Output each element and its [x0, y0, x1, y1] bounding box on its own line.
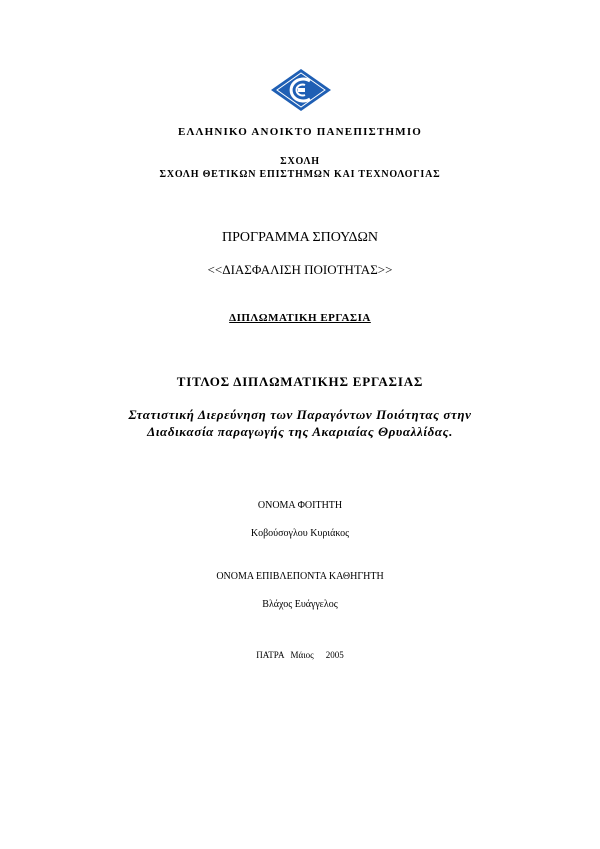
student-label: ΟΝΟΜΑ ΦΟΙΤΗΤΗ — [257, 500, 343, 511]
supervisor-name: Βλάχος Ευάγγελος — [262, 599, 338, 610]
program-name: <<ΔΙΑΣΦΑΛΙΣΗ ΠΟΙΟΤΗΤΑΣ>> — [207, 262, 393, 277]
thesis-title-line-1: Στατιστική Διερεύνηση των Παραγόντων Ποιότητας στην — [128, 407, 472, 422]
school-name: ΣΧΟΛΗ ΘΕΤΙΚΩΝ ΕΠΙΣΤΗΜΩΝ ΚΑΙ ΤΕΧΝΟΛΟΓΙΑΣ — [159, 169, 441, 180]
university-name: ΕΛΛΗΝΙΚΟ ΑΝΟΙΚΤΟ ΠΑΝΕΠΙΣΤΗΜΙΟ — [177, 126, 423, 138]
place-city: ΠΑΤΡΑ — [256, 650, 285, 660]
school-label: ΣΧΟΛΗ — [280, 156, 320, 167]
supervisor-label: ΟΝΟΜΑ ΕΠΙΒΛΕΠΟΝΤΑ ΚΑΘΗΓΗΤΗ — [216, 571, 384, 582]
date-month: Μάιος — [290, 650, 314, 660]
university-logo-icon — [270, 68, 332, 112]
thesis-title-line-2: Διαδικασία παραγωγής της Ακαριαίας Θρυαλλίδας. — [147, 424, 453, 439]
date-year: 2005 — [325, 650, 344, 660]
thesis-label: ΔΙΠΛΩΜΑΤΙΚΗ ΕΡΓΑΣΙΑ — [229, 312, 371, 324]
program-label: ΠΡΟΓΡΑΜΜΑ ΣΠΟΥΔΩΝ — [221, 230, 378, 245]
thesis-title-label: ΤΙΤΛΟΣ ΔΙΠΛΩΜΑΤΙΚΗΣ ΕΡΓΑΣΙΑΣ — [176, 374, 424, 389]
student-name: Κοβούσογλου Κυριάκος — [250, 528, 350, 539]
place-and-date — [0, 650, 600, 660]
